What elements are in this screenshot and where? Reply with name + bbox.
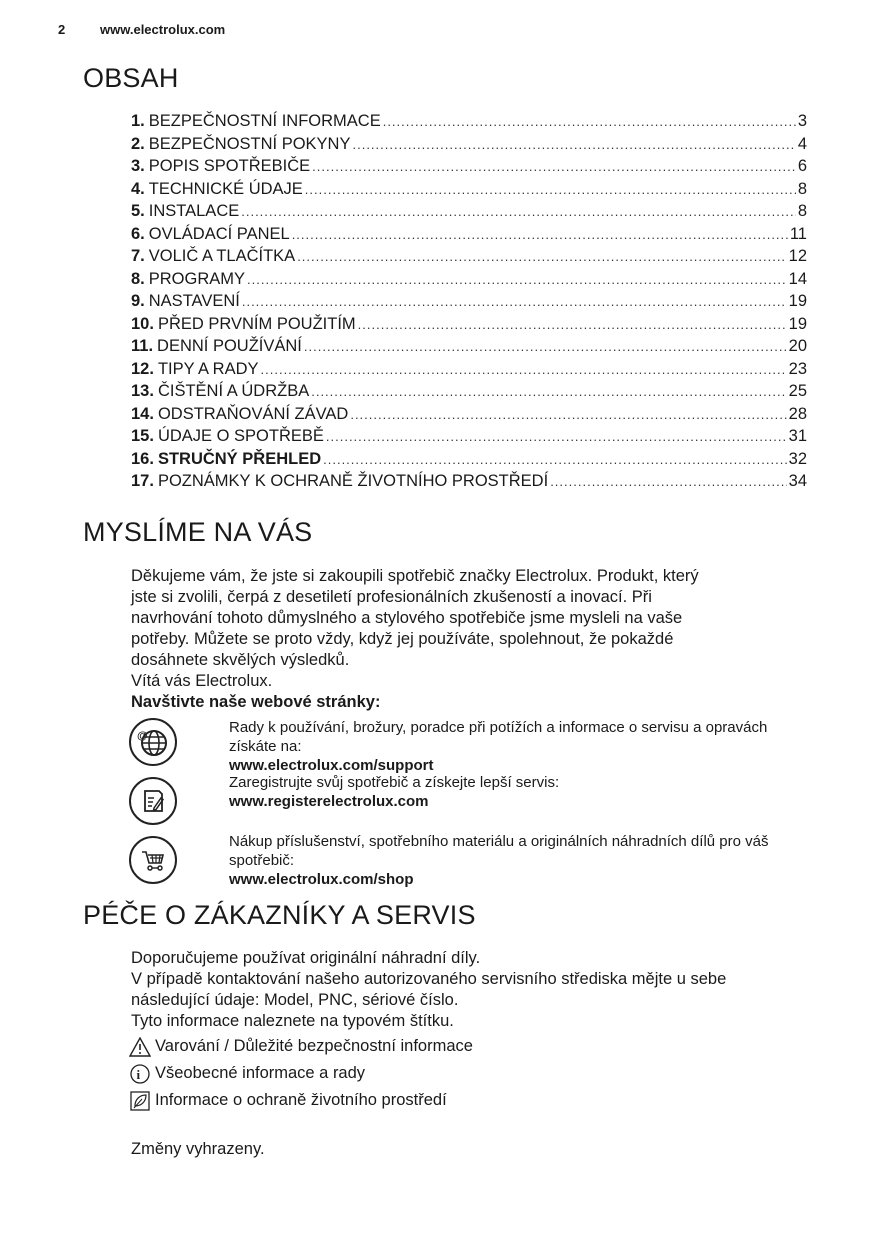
toc-item-page: 31 xyxy=(788,427,807,445)
toc-leader-dots xyxy=(358,317,787,332)
toc-leader-dots xyxy=(312,159,796,174)
toc-leader-dots xyxy=(242,294,787,309)
svg-text:@: @ xyxy=(137,730,148,742)
toc-item-label: BEZPEČNOSTNÍ INFORMACE xyxy=(148,112,381,130)
toc-title: OBSAH xyxy=(83,63,179,93)
toc-item-number: 11. xyxy=(131,337,154,355)
toc-item-number: 12. xyxy=(131,359,154,378)
toc-item-page: 4 xyxy=(797,134,807,153)
svg-text:i: i xyxy=(136,1066,141,1082)
shop-link[interactable]: www.electrolux.com/shop xyxy=(229,871,414,888)
footer-text: Změny vyhrazeny. xyxy=(131,1140,265,1158)
toc-item-number: 15. xyxy=(131,427,154,445)
toc-item-label: ČIŠTĚNÍ A ÚDRŽBA xyxy=(157,382,310,400)
toc-item-label: PŘED PRVNÍM POUŽITÍM xyxy=(157,314,356,333)
shop-link-row xyxy=(129,833,769,888)
globe-icon xyxy=(129,718,177,766)
about-line: jste si zvolili, čerpá z desetiletí profesionálních zkušeností a inovací. Při xyxy=(131,588,652,606)
toc-item-number: 10. xyxy=(131,314,154,333)
toc-leader-dots xyxy=(304,339,787,354)
toc-item-label: NASTAVENÍ xyxy=(148,292,240,310)
toc-item-label: POZNÁMKY K OCHRANĚ ŽIVOTNÍHO PROSTŘEDÍ xyxy=(157,472,549,490)
toc-leader-dots xyxy=(305,182,796,197)
legend-environment xyxy=(129,1087,809,1114)
toc-item[interactable] xyxy=(131,450,807,473)
toc-item-label: VOLIČ A TLAČÍTKA xyxy=(148,247,296,265)
toc-leader-dots xyxy=(352,137,795,152)
header-url: www.electrolux.com xyxy=(100,22,226,37)
toc-item-page: 19 xyxy=(788,314,807,333)
shopping-cart-icon xyxy=(129,836,177,884)
about-title: MYSLÍME NA VÁS xyxy=(83,517,313,547)
register-icon xyxy=(129,777,177,825)
about-line: potřeby. Můžete se proto vždy, když jej používáte, spolehnout, že pokaždé xyxy=(131,630,674,648)
toc-item-number: 13. xyxy=(131,382,154,400)
warning-icon xyxy=(129,1036,151,1058)
support-link-row xyxy=(129,718,768,774)
toc-item[interactable] xyxy=(131,337,807,360)
toc-item-page: 3 xyxy=(797,112,807,130)
toc-item[interactable] xyxy=(131,427,807,450)
toc-item-page: 28 xyxy=(788,404,807,423)
service-title: PÉČE O ZÁKAZNÍKY A SERVIS xyxy=(83,900,476,930)
service-line: V případě kontaktování našeho autorizovaného servisního střediska mějte u sebe xyxy=(131,970,727,988)
toc-item-label: TIPY A RADY xyxy=(157,359,259,378)
symbol-legend xyxy=(129,1033,809,1114)
toc-item-number: 7. xyxy=(131,247,145,265)
toc-leader-dots xyxy=(261,362,787,377)
footer-note xyxy=(131,1139,811,1160)
legend-text: Varování / Důležité bezpečnostní informace xyxy=(155,1037,473,1055)
toc-item[interactable] xyxy=(131,135,807,158)
service-line: následující údaje: Model, PNC, sériové číslo. xyxy=(131,991,459,1009)
toc-item-number: 6. xyxy=(131,224,145,243)
toc-item-page: 34 xyxy=(788,472,807,490)
toc-item-label: POPIS SPOTŘEBIČE xyxy=(148,157,311,175)
toc-item-label: BEZPEČNOSTNÍ POKYNY xyxy=(148,134,351,153)
support-link[interactable]: www.electrolux.com/support xyxy=(229,757,434,774)
toc-item-number: 9. xyxy=(131,292,145,310)
service-line: Tyto informace naleznete na typovém štítku. xyxy=(131,1012,454,1030)
leaf-icon xyxy=(129,1090,151,1112)
toc-leader-dots xyxy=(383,114,796,129)
toc-item-page: 23 xyxy=(788,359,807,378)
toc-item-page: 11 xyxy=(789,224,807,243)
visit-label: Navštivte naše webové stránky: xyxy=(131,693,381,711)
legend-text: Všeobecné informace a rady xyxy=(155,1064,366,1082)
toc-item-page: 6 xyxy=(797,157,807,175)
toc-item-page: 25 xyxy=(788,382,807,400)
toc-item-label: ÚDAJE O SPOTŘEBĚ xyxy=(157,427,324,445)
toc-item-number: 14. xyxy=(131,404,154,423)
toc-leader-dots xyxy=(311,384,786,399)
legend-text: Informace o ochraně životního prostředí xyxy=(155,1091,447,1109)
service-line: Doporučujeme používat originální náhradní díly. xyxy=(131,949,481,967)
toc-leader-dots xyxy=(297,249,786,264)
toc-item-number: 16. xyxy=(131,449,154,468)
toc-leader-dots xyxy=(326,429,787,444)
table-of-contents xyxy=(131,112,807,495)
toc-item-label: INSTALACE xyxy=(148,202,240,220)
toc-item-number: 2. xyxy=(131,134,145,153)
toc-item-label: PROGRAMY xyxy=(148,269,246,288)
toc-item-number: 1. xyxy=(131,112,145,130)
toc-item-number: 8. xyxy=(131,269,145,288)
legend-warning xyxy=(129,1033,809,1060)
toc-item[interactable] xyxy=(131,157,807,180)
info-icon xyxy=(129,1063,151,1085)
toc-item-label: TECHNICKÉ ÚDAJE xyxy=(148,179,303,198)
toc-item-page: 8 xyxy=(797,202,807,220)
toc-item[interactable] xyxy=(131,360,807,383)
service-text xyxy=(131,948,811,1032)
toc-leader-dots xyxy=(323,452,787,467)
about-line: dosáhnete skvělých výsledků. xyxy=(131,651,350,669)
toc-item-label: DENNÍ POUŽÍVÁNÍ xyxy=(157,337,302,355)
toc-item-page: 19 xyxy=(788,292,807,310)
toc-item-page: 20 xyxy=(788,337,807,355)
toc-item[interactable] xyxy=(131,292,807,315)
toc-item[interactable] xyxy=(131,225,807,248)
toc-item[interactable] xyxy=(131,202,807,225)
about-line: navrhování tohoto důmyslného a stylového spotřebiče jsme mysleli na vaše xyxy=(131,609,683,627)
toc-leader-dots xyxy=(292,227,788,242)
register-link-row xyxy=(129,774,560,825)
register-link[interactable]: www.registerelectrolux.com xyxy=(229,793,429,810)
toc-item-label: STRUČNÝ PŘEHLED xyxy=(157,449,322,468)
toc-item-label: OVLÁDACÍ PANEL xyxy=(148,224,290,243)
toc-item-page: 14 xyxy=(788,269,807,288)
toc-item[interactable] xyxy=(131,315,807,338)
about-text xyxy=(131,566,811,713)
toc-item-number: 4. xyxy=(131,179,145,198)
toc-leader-dots xyxy=(247,272,787,287)
toc-leader-dots xyxy=(550,474,786,489)
toc-item-page: 8 xyxy=(797,179,807,198)
page-header xyxy=(58,22,226,37)
toc-item[interactable] xyxy=(131,180,807,203)
about-line: Děkujeme vám, že jste si zakoupili spotřebič značky Electrolux. Produkt, který xyxy=(131,567,699,585)
toc-item-number: 5. xyxy=(131,202,145,220)
toc-item[interactable] xyxy=(131,405,807,428)
toc-item[interactable] xyxy=(131,112,807,135)
toc-item-page: 12 xyxy=(788,247,807,265)
toc-item[interactable] xyxy=(131,270,807,293)
support-text: Rady k používání, brožury, poradce při potížích a informace o servisu a opravách získáte na: xyxy=(229,719,768,755)
toc-leader-dots xyxy=(350,407,786,422)
toc-item-label: ODSTRAŇOVÁNÍ ZÁVAD xyxy=(157,404,349,423)
toc-item-number: 3. xyxy=(131,157,145,175)
toc-item-page: 32 xyxy=(788,449,807,468)
register-text: Zaregistrujte svůj spotřebič a získejte lepší servis: xyxy=(229,774,560,791)
toc-leader-dots xyxy=(241,204,796,219)
toc-item[interactable] xyxy=(131,247,807,270)
shop-text: Nákup příslušenství, spotřebního materiálu a originálních náhradních dílů pro váš spotřebič: xyxy=(229,833,769,869)
about-line: Vítá vás Electrolux. xyxy=(131,672,273,690)
legend-info xyxy=(129,1060,809,1087)
page-number: 2 xyxy=(58,22,66,37)
toc-item-number: 17. xyxy=(131,472,154,490)
toc-item[interactable] xyxy=(131,472,807,495)
toc-item[interactable] xyxy=(131,382,807,405)
